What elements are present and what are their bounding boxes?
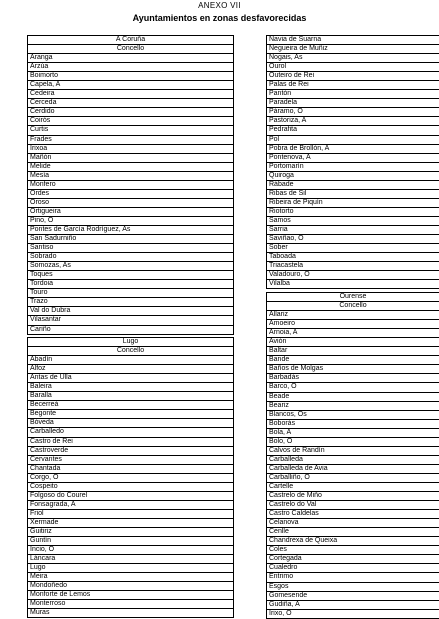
table-row [267, 473, 439, 482]
table-row [267, 591, 439, 600]
municipality-cell: Láncara [28, 555, 234, 564]
table-row [28, 135, 234, 144]
municipality-cell: Beade [267, 392, 439, 401]
table-row [28, 401, 234, 410]
municipality-cell: Cerceda [28, 99, 234, 108]
municipality-cell: Bola, A [267, 428, 439, 437]
table-row [28, 235, 234, 244]
table-row [28, 446, 234, 455]
municipality-cell: Oroso [28, 198, 234, 207]
table-row [28, 455, 234, 464]
table-row [267, 153, 439, 162]
municipality-cell: Castrelo de Miño [267, 492, 439, 501]
municipality-cell: Cervantes [28, 455, 234, 464]
table-row [267, 537, 439, 546]
table-row [28, 262, 234, 271]
municipality-cell: Boimorto [28, 72, 234, 81]
municipality-cell: Cedeira [28, 90, 234, 99]
table-row [28, 582, 234, 591]
table-row [267, 162, 439, 171]
municipality-cell: Vilalba [267, 280, 439, 289]
table-row [28, 347, 234, 356]
municipality-cell: Val do Dubra [28, 307, 234, 316]
municipality-cell: Ribeira de Piquín [267, 198, 439, 207]
table-row [28, 189, 234, 198]
table-row [267, 455, 439, 464]
municipality-cell: Alfoz [28, 365, 234, 374]
municipality-cell: Cualedro [267, 564, 439, 573]
column-header: Concello [28, 347, 234, 356]
municipality-cell: Irixo, O [267, 609, 439, 618]
table-row [267, 171, 439, 180]
municipality-cell: Coirós [28, 117, 234, 126]
table-row [28, 63, 234, 72]
municipality-cell: Bande [267, 356, 439, 365]
table-row [28, 555, 234, 564]
table-row [267, 262, 439, 271]
municipality-cell: Triacastela [267, 262, 439, 271]
table-row [267, 600, 439, 609]
province-header: Lugo [28, 338, 234, 347]
table-row [28, 54, 234, 63]
table-row [28, 126, 234, 135]
table-row [267, 555, 439, 564]
municipality-cell: Entrimo [267, 573, 439, 582]
municipality-cell: Avión [267, 338, 439, 347]
table-row [267, 582, 439, 591]
table-row [267, 374, 439, 383]
municipality-cell: Carballeda [267, 455, 439, 464]
column-header: Concello [28, 45, 234, 54]
municipality-cell: Guitiriz [28, 527, 234, 536]
municipality-cell: Cerdido [28, 108, 234, 117]
table-row [28, 90, 234, 99]
annex-label: ANEXO VII [0, 1, 439, 10]
municipality-cell: Castro Caldelas [267, 510, 439, 519]
table-row [28, 546, 234, 555]
municipality-cell: Portomarín [267, 162, 439, 171]
table-row [28, 207, 234, 216]
municipality-cell: Gomesende [267, 591, 439, 600]
table-row [267, 189, 439, 198]
table-row [267, 311, 439, 320]
table-row [28, 600, 234, 609]
municipality-cell: Monfero [28, 180, 234, 189]
municipality-cell: Navia de Suarna [267, 36, 439, 45]
table-row [28, 316, 234, 325]
table-row [267, 198, 439, 207]
municipality-cell: Gudiña, A [267, 600, 439, 609]
table-row [267, 519, 439, 528]
table-row [267, 428, 439, 437]
table-row [267, 401, 439, 410]
municipality-cell: Taboada [267, 253, 439, 262]
municipality-cell: Barco, O [267, 383, 439, 392]
table-row [267, 126, 439, 135]
municipality-cell: Negueira de Muñiz [267, 45, 439, 54]
municipality-cell: Castroverde [28, 446, 234, 455]
table-row [267, 437, 439, 446]
table-row [28, 225, 234, 234]
table-row [28, 428, 234, 437]
table-a-coruna [27, 35, 234, 335]
municipality-cell: Melide [28, 162, 234, 171]
municipality-cell: Begonte [28, 410, 234, 419]
table-row [28, 473, 234, 482]
table-row [28, 307, 234, 316]
table-row [28, 180, 234, 189]
municipality-cell: Arnoia, A [267, 329, 439, 338]
municipality-cell: Outeiro de Rei [267, 72, 439, 81]
municipality-cell: Chantada [28, 464, 234, 473]
municipality-cell: Cariño [28, 325, 234, 334]
table-row [267, 81, 439, 90]
municipality-cell: Trazo [28, 298, 234, 307]
municipality-cell: Ribas de Sil [267, 189, 439, 198]
municipality-cell: Pol [267, 135, 439, 144]
table-row [267, 419, 439, 428]
table-row [267, 365, 439, 374]
municipality-cell: Calvos de Randín [267, 446, 439, 455]
municipality-cell: Barbadás [267, 374, 439, 383]
table-row [267, 271, 439, 280]
municipality-cell: Lugo [28, 564, 234, 573]
municipality-cell: Esgos [267, 582, 439, 591]
table-row [267, 564, 439, 573]
municipality-cell: Blancos, Os [267, 410, 439, 419]
municipality-cell: Riotorto [267, 207, 439, 216]
table-row [28, 244, 234, 253]
table-row [267, 253, 439, 262]
municipality-cell: Celanova [267, 519, 439, 528]
table-row [28, 437, 234, 446]
table-row [28, 365, 234, 374]
municipality-cell: Castrelo do Val [267, 501, 439, 510]
table-row [267, 225, 439, 234]
table-row [267, 573, 439, 582]
table-row [267, 108, 439, 117]
table-row [28, 81, 234, 90]
table-row [267, 244, 439, 253]
province-header: Ourense [267, 293, 439, 302]
table-row [28, 271, 234, 280]
municipality-cell: Saviñao, O [267, 235, 439, 244]
table-row [28, 253, 234, 262]
table-row [267, 329, 439, 338]
table-row [267, 72, 439, 81]
table-row [28, 491, 234, 500]
municipality-cell: Quiroga [267, 171, 439, 180]
municipality-cell: Corgo, O [28, 473, 234, 482]
municipality-cell: Nogais, As [267, 54, 439, 63]
municipality-cell: Pastoriza, A [267, 117, 439, 126]
municipality-cell: Pino, O [28, 216, 234, 225]
table-row [267, 90, 439, 99]
municipality-cell: Somozas, As [28, 262, 234, 271]
table-row [267, 482, 439, 491]
table-row [267, 464, 439, 473]
table-row [267, 356, 439, 365]
municipality-cell: Meira [28, 573, 234, 582]
municipality-cell: Baltar [267, 347, 439, 356]
table-row [267, 446, 439, 455]
municipality-cell: Vilasantar [28, 316, 234, 325]
table-row [267, 54, 439, 63]
municipality-cell: Monterroso [28, 600, 234, 609]
table-row [28, 144, 234, 153]
table-row [267, 216, 439, 225]
table-row [267, 36, 439, 45]
municipality-cell: Sober [267, 244, 439, 253]
municipality-cell: Irixoa [28, 144, 234, 153]
table-row [28, 72, 234, 81]
municipality-cell: Rábade [267, 180, 439, 189]
table-row [267, 410, 439, 419]
municipality-cell: Incio, O [28, 546, 234, 555]
table-row [28, 45, 234, 54]
municipality-cell: Baños de Molgas [267, 365, 439, 374]
table-row [28, 338, 234, 347]
table-row [28, 383, 234, 392]
municipality-cell: Touro [28, 289, 234, 298]
table-row [28, 289, 234, 298]
municipality-cell: Muras [28, 609, 234, 618]
table-row [267, 180, 439, 189]
province-header: A Coruña [28, 36, 234, 45]
table-row [28, 198, 234, 207]
table-row [28, 609, 234, 618]
municipality-cell: Cartelle [267, 482, 439, 491]
table-row [28, 117, 234, 126]
table-row [28, 153, 234, 162]
table-row [28, 298, 234, 307]
municipality-cell: Guntín [28, 537, 234, 546]
table-row [28, 410, 234, 419]
municipality-cell: Mañón [28, 153, 234, 162]
table-row [28, 171, 234, 180]
municipality-cell: Paradela [267, 99, 439, 108]
table-row [267, 546, 439, 555]
municipality-cell: Abadín [28, 356, 234, 365]
municipality-cell: Friol [28, 509, 234, 518]
municipality-cell: San Sadurniño [28, 235, 234, 244]
table-row [28, 537, 234, 546]
municipality-cell: Cospeito [28, 482, 234, 491]
table-row [28, 464, 234, 473]
table-row [267, 492, 439, 501]
table-row [267, 99, 439, 108]
document-title: Ayuntamientos en zonas desfavorecidas [0, 13, 439, 23]
municipality-cell: Sobrado [28, 253, 234, 262]
municipality-cell: Pontenova, A [267, 153, 439, 162]
table-row [28, 99, 234, 108]
municipality-cell: Páramo, O [267, 108, 439, 117]
table-row [267, 293, 439, 302]
municipality-cell: Coles [267, 546, 439, 555]
table-row [267, 144, 439, 153]
table-row [267, 510, 439, 519]
municipality-cell: Arzúa [28, 63, 234, 72]
table-row [267, 501, 439, 510]
municipality-cell: Cenlle [267, 528, 439, 537]
municipality-cell: Toques [28, 271, 234, 280]
municipality-cell: Boborás [267, 419, 439, 428]
municipality-cell: Beariz [267, 401, 439, 410]
table-row [267, 63, 439, 72]
municipality-cell: Palas de Rei [267, 81, 439, 90]
municipality-cell: Allariz [267, 311, 439, 320]
table-row [28, 518, 234, 527]
table-row [267, 383, 439, 392]
table-row [28, 356, 234, 365]
municipality-cell: Ordes [28, 189, 234, 198]
municipality-cell: Xermade [28, 518, 234, 527]
municipality-cell: Carballiño, O [267, 473, 439, 482]
municipality-cell: Samos [267, 216, 439, 225]
municipality-cell: Capela, A [28, 81, 234, 90]
municipality-cell: Frades [28, 135, 234, 144]
table-row [28, 325, 234, 334]
table-row [28, 573, 234, 582]
municipality-cell: Aranga [28, 54, 234, 63]
table-row [267, 45, 439, 54]
municipality-cell: Fonsagrada, A [28, 500, 234, 509]
table-row [28, 591, 234, 600]
table-row [28, 509, 234, 518]
table-row [267, 235, 439, 244]
table-row [28, 392, 234, 401]
municipality-cell: Bóveda [28, 419, 234, 428]
table-row [267, 347, 439, 356]
table-row [267, 135, 439, 144]
municipality-cell: Sarria [267, 225, 439, 234]
municipality-cell: Carballedo [28, 428, 234, 437]
table-row [267, 117, 439, 126]
table-row [28, 419, 234, 428]
table-row [28, 162, 234, 171]
table-row [28, 280, 234, 289]
table-row [267, 392, 439, 401]
municipality-cell: Cortegada [267, 555, 439, 564]
municipality-cell: Chandrexa de Queixa [267, 537, 439, 546]
table-row [267, 280, 439, 289]
table-row [267, 320, 439, 329]
table-row [28, 216, 234, 225]
table-row [267, 207, 439, 216]
table-row [267, 302, 439, 311]
table-row [28, 36, 234, 45]
table-lugo-continued [266, 35, 439, 289]
municipality-cell: Pobra de Brollón, A [267, 144, 439, 153]
municipality-cell: Castro de Rei [28, 437, 234, 446]
municipality-cell: Ortigueira [28, 207, 234, 216]
municipality-cell: Tordoia [28, 280, 234, 289]
municipality-cell: Baleira [28, 383, 234, 392]
table-row [267, 528, 439, 537]
municipality-cell: Monforte de Lemos [28, 591, 234, 600]
municipality-cell: Folgoso do Courel [28, 491, 234, 500]
table-ourense [266, 292, 439, 619]
table-row [28, 564, 234, 573]
municipality-cell: Valadouro, O [267, 271, 439, 280]
municipality-cell: Pontes de García Rodríguez, As [28, 225, 234, 234]
municipality-cell: Ourol [267, 63, 439, 72]
municipality-cell: Carballeda de Avia [267, 464, 439, 473]
table-row [28, 374, 234, 383]
municipality-cell: Mondoñedo [28, 582, 234, 591]
table-row [28, 527, 234, 536]
municipality-cell: Becerreá [28, 401, 234, 410]
municipality-cell: Baralla [28, 392, 234, 401]
municipality-cell: Pedrafita [267, 126, 439, 135]
municipality-cell: Curtis [28, 126, 234, 135]
municipality-cell: Antas de Ulla [28, 374, 234, 383]
column-header: Concello [267, 302, 439, 311]
table-row [267, 338, 439, 347]
table-lugo [27, 337, 234, 618]
municipality-cell: Mesía [28, 171, 234, 180]
municipality-cell: Amoeiro [267, 320, 439, 329]
table-row [28, 500, 234, 509]
municipality-cell: Santiso [28, 244, 234, 253]
table-row [28, 108, 234, 117]
municipality-cell: Pantón [267, 90, 439, 99]
table-row [28, 482, 234, 491]
municipality-cell: Bolo, O [267, 437, 439, 446]
